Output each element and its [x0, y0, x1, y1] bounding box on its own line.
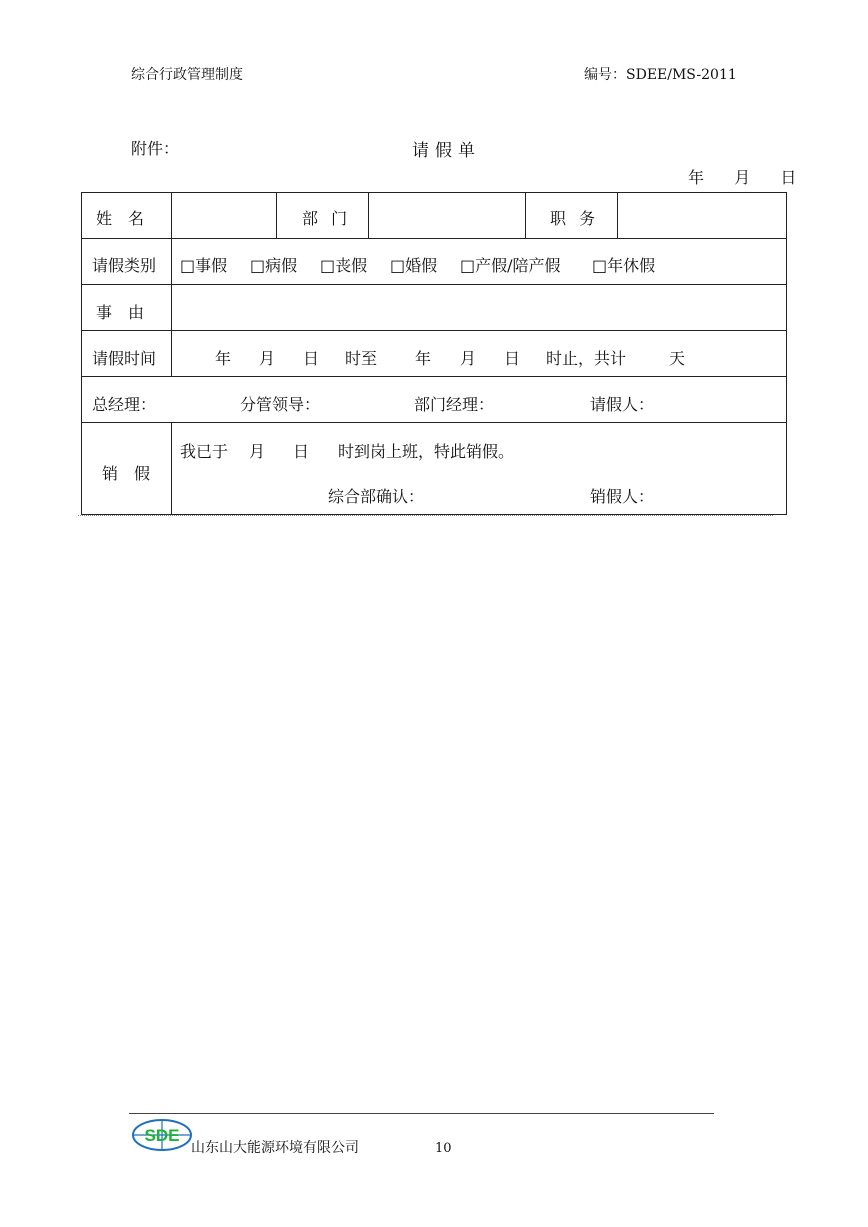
cancel-intro: 我已于: [180, 442, 229, 461]
time-from-day: 日: [303, 349, 320, 368]
leave-request-form: [81, 192, 787, 515]
time-to-hour-total: 时止，共计: [546, 349, 627, 368]
form-title: 请假单: [412, 141, 481, 161]
column-divider: [525, 193, 526, 238]
header-doc-title: 综合行政管理制度: [131, 67, 243, 83]
dept-manager-signature-label: 部门经理：: [414, 395, 495, 414]
time-from-month: 月: [259, 349, 276, 368]
date-month: 月: [734, 168, 751, 187]
dept-field[interactable]: [369, 193, 525, 238]
svg-text:SDE: SDE: [144, 1126, 180, 1145]
header-doc-number: 编号：SDEE/MS-2011: [584, 67, 737, 83]
cancel-leave-label: 销 假: [102, 464, 151, 483]
column-divider: [171, 422, 172, 515]
column-divider: [276, 193, 277, 238]
name-field[interactable]: [172, 193, 276, 238]
canceller-label: 销假人：: [590, 487, 655, 506]
date-line: [688, 165, 796, 188]
leave-type-option-maternity[interactable]: □产假/陪产假: [460, 256, 561, 275]
time-total-days: 天: [669, 349, 686, 368]
footer-rule: [129, 1113, 714, 1114]
applicant-signature-label: 请假人：: [590, 395, 655, 414]
leave-type-option-sick[interactable]: □病假: [250, 256, 298, 275]
reason-field[interactable]: [172, 285, 786, 330]
row-divider: [82, 376, 786, 377]
time-from-year: 年: [215, 349, 232, 368]
time-to-year: 年: [415, 349, 432, 368]
leave-type-label: 请假类别: [92, 256, 157, 275]
leave-type-option-personal[interactable]: □事假: [180, 256, 228, 275]
time-from-hour: 时至: [345, 349, 378, 368]
leave-type-option-marriage[interactable]: □婚假: [390, 256, 438, 275]
time-to-day: 日: [504, 349, 521, 368]
row-divider: [82, 238, 786, 239]
hr-confirm-label: 综合部确认：: [328, 487, 425, 506]
leader-signature-label: 分管领导：: [240, 395, 321, 414]
attachment-label: 附件：: [131, 139, 180, 158]
page-number: 10: [435, 1141, 452, 1156]
leave-type-option-annual[interactable]: □年休假: [592, 256, 656, 275]
date-year: 年: [688, 168, 705, 187]
leave-type-option-bereavement[interactable]: □丧假: [320, 256, 368, 275]
cancel-day: 日: [293, 442, 310, 461]
row-divider: [82, 422, 786, 423]
cancel-statement: 时到岗上班，特此销假。: [338, 442, 515, 461]
time-to-month: 月: [460, 349, 477, 368]
cancel-month: 月: [249, 442, 266, 461]
form-bottom-dotted-line: [78, 515, 773, 516]
company-logo-icon: [131, 1118, 193, 1152]
dept-label: 部 门: [302, 209, 352, 228]
name-label: 姓 名: [96, 209, 145, 228]
reason-label: 事 由: [96, 303, 145, 322]
company-name: 山东山大能源环境有限公司: [191, 1140, 359, 1156]
leave-time-label: 请假时间: [92, 349, 157, 368]
gm-signature-label: 总经理：: [92, 395, 157, 414]
position-field[interactable]: [618, 193, 786, 238]
date-day: 日: [780, 168, 797, 187]
position-label: 职 务: [550, 209, 600, 228]
row-divider: [82, 330, 786, 331]
